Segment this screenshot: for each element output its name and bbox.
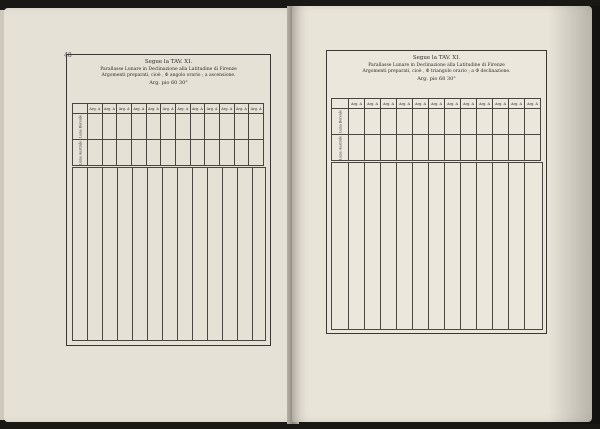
header-cell: Arg. A [102, 104, 117, 114]
header-cell: Arg. A [365, 99, 381, 109]
header-cell: Arg. A [219, 104, 234, 114]
header-cell: Arg. A [525, 99, 541, 109]
header-cell: Arg. A [249, 104, 264, 114]
header-cell: Arg. A [190, 104, 205, 114]
plate-arguments: Argomenti preparati, cioè , Φ triangolo orario ; a Φ declinazione. [362, 69, 511, 74]
header-cell: Arg. A [509, 99, 525, 109]
right-edge-shadow [548, 6, 600, 424]
page-number-left: 48 [64, 52, 72, 59]
dense-number-block-right [331, 162, 543, 330]
header-cell: Arg. A [175, 104, 190, 114]
header-cell: Arg. A [445, 99, 461, 109]
header-cell: Arg. A [429, 99, 445, 109]
header-row-left [72, 103, 264, 166]
header-cell: Arg. A [117, 104, 132, 114]
plate-argument-value: Arg. pio 68 30° [417, 76, 456, 82]
header-cell: Arg. A [461, 99, 477, 109]
row-label-australe: Luna Australe [73, 140, 88, 166]
row-label-australe: Luna Australe [332, 135, 349, 161]
header-cell: Arg. A [493, 99, 509, 109]
row-label-boreale: Luna Boreale [73, 114, 88, 140]
header-cell: Arg. A [349, 99, 365, 109]
header-cell: Arg. A [381, 99, 397, 109]
plate-argument-value: Arg. pio 60 30° [149, 80, 188, 86]
table-plate-left [66, 54, 271, 346]
header-cell: Arg. A [397, 99, 413, 109]
header-cell: Arg. A [146, 104, 161, 114]
plate-subtitle: Parallasse Lunare in Declinazione alla Latitudine di Firenze [100, 67, 237, 72]
plate-title: Segue la TAV. XI. [412, 55, 461, 61]
row-label-boreale: Luna Boreale [332, 109, 349, 135]
header-cell: Arg. A [413, 99, 429, 109]
header-cell: Arg. A [477, 99, 493, 109]
plate-title: Segue la TAV. XI. [144, 59, 193, 65]
plate-arguments: Argomenti preparati, cioè , Φ angolo orario ; a ascensione. [101, 73, 236, 78]
header-cell: Arg. A [88, 104, 103, 114]
header-cell: Arg. A [161, 104, 176, 114]
header-cell: Arg. A [205, 104, 220, 114]
plate-subtitle: Parallasse Lunare in Declinazione alla Latitudine di Firenze [368, 63, 505, 68]
header-cell: Arg. A [131, 104, 146, 114]
header-row-right [331, 98, 541, 161]
table-plate-right [326, 50, 547, 334]
header-cell: Arg. A [234, 104, 249, 114]
dense-number-block-left [72, 167, 266, 341]
